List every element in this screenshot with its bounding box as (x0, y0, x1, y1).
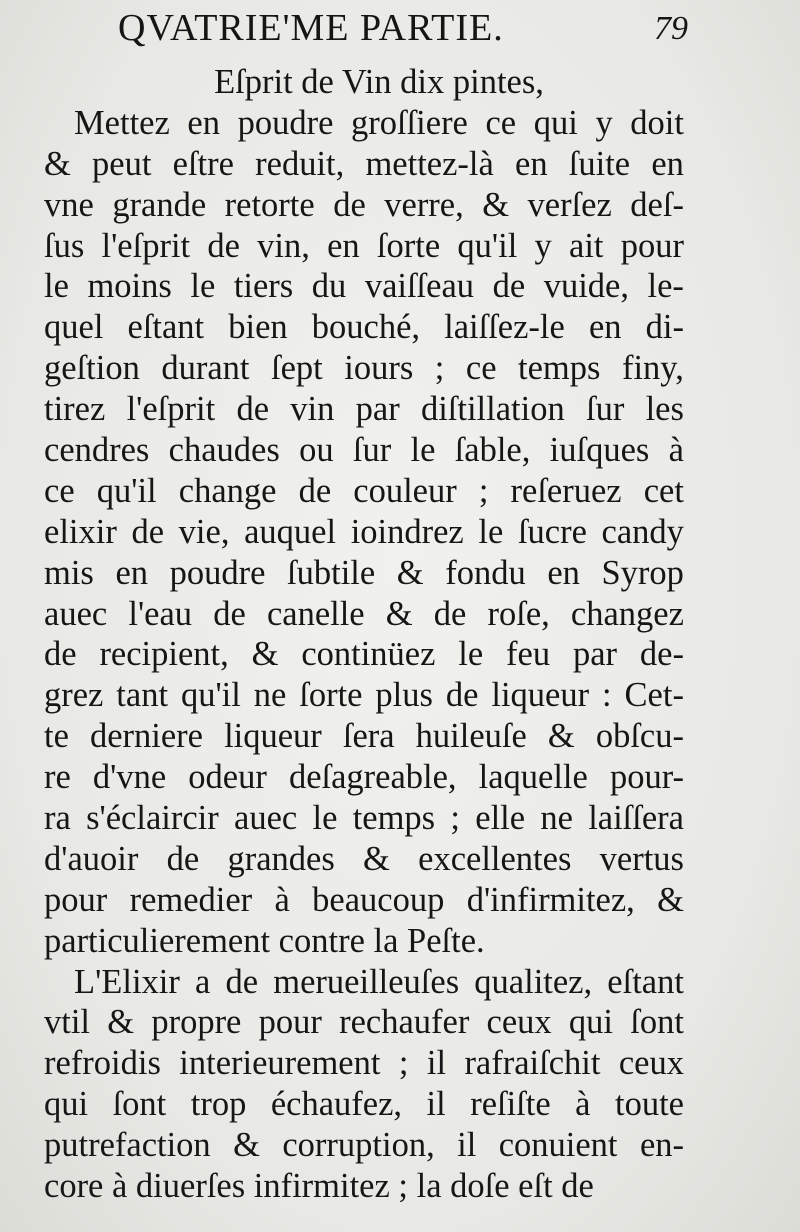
word: qu'il (180, 676, 241, 715)
word: de (166, 839, 200, 878)
word: obſcu- (595, 717, 684, 756)
word: le (410, 431, 436, 470)
text-line (44, 1084, 684, 1125)
word: mis (44, 553, 94, 592)
text-line (44, 103, 684, 144)
word: il (457, 1126, 477, 1165)
word: pour (258, 1003, 322, 1042)
word: ſept (271, 349, 323, 388)
word: y (595, 103, 613, 142)
word: ce (44, 471, 75, 510)
text-line (44, 430, 684, 471)
text-line (44, 471, 684, 512)
word: l'eſprit (126, 390, 216, 429)
word: cendres (44, 431, 150, 470)
word: à (575, 1085, 591, 1124)
text-line (44, 307, 684, 348)
word: ait (569, 226, 604, 265)
word: en (327, 226, 360, 265)
word: canelle (266, 594, 365, 633)
word: derniere (89, 717, 203, 756)
word: huileuſe (415, 717, 527, 756)
word: en- (639, 1126, 684, 1165)
word: de (44, 635, 77, 674)
text-line (44, 1002, 684, 1043)
word: le- (647, 267, 684, 306)
word: le (44, 267, 69, 306)
word: qualitez, (474, 962, 593, 1001)
word: ſubtile (287, 553, 376, 592)
word: te (44, 717, 69, 756)
word: Mettez (74, 103, 170, 142)
word: feu (506, 635, 551, 674)
word: propre (151, 1003, 242, 1042)
word: d'infirmitez, (466, 880, 635, 919)
text-line: core à diuerſes infirmitez ; la doſe eſt de (44, 1167, 594, 1206)
text-line (44, 962, 684, 1003)
word: liqueur (491, 676, 590, 715)
word: eſtre (172, 144, 234, 183)
word: re (44, 758, 71, 797)
word: reduit, (255, 144, 345, 183)
word: reſiſte (470, 1085, 551, 1124)
word: vie, (178, 512, 230, 551)
word: ſur (585, 390, 625, 429)
word: pour (44, 880, 108, 919)
word: roſe, (487, 594, 550, 633)
word: ſorte (376, 226, 441, 265)
word: conuient (498, 1126, 618, 1165)
word: s'éclaircir (86, 799, 219, 838)
word: putrefaction (44, 1126, 211, 1165)
word: ou (299, 431, 334, 470)
text-line (44, 1043, 684, 1084)
word: l'eau (128, 594, 193, 633)
word: rechaufer (339, 1003, 470, 1042)
word: de (492, 267, 526, 306)
word: ce (485, 103, 517, 142)
word: trop (190, 1085, 247, 1124)
word: fondu (445, 553, 526, 592)
word: & (107, 1003, 135, 1042)
word: doit (630, 103, 684, 142)
text-line (44, 389, 684, 430)
word: de (207, 226, 240, 265)
word: laiſſez-le (444, 308, 565, 347)
word: de (225, 962, 259, 1001)
text-line (44, 144, 684, 185)
word: l'eſprit (101, 226, 191, 265)
word: qui (44, 1085, 89, 1124)
word: liqueur (224, 717, 322, 756)
word: en (515, 144, 548, 183)
text-line (44, 634, 684, 675)
word: en (115, 553, 149, 592)
text-line (44, 1125, 684, 1166)
word: ; (478, 471, 489, 510)
word: de (131, 512, 165, 551)
word: vne (44, 185, 94, 224)
word: les (645, 390, 684, 429)
word: cet (643, 471, 684, 510)
word: candy (601, 512, 684, 551)
word: corruption, (282, 1126, 435, 1165)
word: échaufez, (270, 1085, 403, 1124)
word: de (445, 676, 479, 715)
word: change (178, 471, 277, 510)
word: quel (44, 308, 104, 347)
word: ceux (486, 1003, 552, 1042)
word: iours (344, 349, 414, 388)
word: moins (87, 267, 172, 306)
word: plus (375, 676, 433, 715)
running-title: QVATRIE'ME PARTIE. (118, 7, 504, 49)
word: L'Elixir (74, 962, 180, 1001)
word: ceux (618, 1044, 684, 1083)
word: ſur (352, 431, 392, 470)
word: vtil (44, 1003, 91, 1042)
word: ſera (342, 717, 395, 756)
word: retorte (224, 185, 315, 224)
text-line (44, 675, 684, 716)
word: di- (645, 308, 684, 347)
word: verſez (527, 185, 612, 224)
word: beaucoup (312, 880, 445, 919)
word: ſont (630, 1003, 684, 1042)
text-line (44, 839, 684, 880)
word: elixir (44, 512, 117, 551)
word: d'auoir (44, 839, 139, 878)
word: rafraiſchit (464, 1044, 601, 1083)
word: d'vne (92, 758, 167, 797)
word: eſtant (607, 962, 684, 1001)
word: ; (450, 799, 460, 838)
text-line (44, 266, 684, 307)
word: & (363, 839, 390, 878)
word: qu'il (457, 226, 518, 265)
word: remedier (129, 880, 253, 919)
word: laiſſera (588, 799, 684, 838)
word: couleur (353, 471, 457, 510)
text-line (44, 348, 684, 389)
word: le (478, 512, 504, 551)
word: ſable, (454, 431, 531, 470)
word: grandes (227, 839, 335, 878)
word: ſus (44, 226, 85, 265)
word: pour (620, 226, 684, 265)
word: en (187, 103, 220, 142)
word: de (333, 185, 366, 224)
word: peut (92, 144, 152, 183)
word: vin (290, 390, 335, 429)
word: tant (116, 676, 169, 715)
page-header (118, 6, 688, 56)
text-line (44, 716, 684, 757)
word: auec (234, 799, 298, 838)
word: durant (161, 349, 250, 388)
page-number: 79 (654, 10, 688, 47)
word: Syrop (601, 553, 684, 592)
word: refroidis (44, 1044, 161, 1083)
word: & (547, 717, 575, 756)
word: finy, (621, 349, 684, 388)
word: par (572, 635, 618, 674)
word: ne (540, 799, 573, 838)
word: toute (615, 1085, 684, 1124)
word: le (458, 635, 484, 674)
word: iuſques (549, 431, 650, 470)
word: en (547, 553, 580, 592)
word: y (534, 226, 552, 265)
word: qui (533, 103, 578, 142)
word: tirez (44, 390, 106, 429)
word: Cet- (624, 676, 684, 715)
word: de (433, 594, 467, 633)
text-line (44, 880, 684, 921)
word: changez (570, 594, 684, 633)
word: il (426, 1085, 446, 1124)
word: ra (44, 799, 71, 838)
word: qu'il (96, 471, 157, 510)
word: & (44, 144, 71, 183)
word: il (426, 1044, 447, 1083)
word: ſorte (299, 676, 363, 715)
word: en (651, 144, 684, 183)
text-line: Eſprit de Vin dix pintes, (214, 63, 544, 101)
word: elle (475, 799, 526, 838)
word: à (668, 431, 684, 470)
text-line (44, 553, 684, 594)
word: auquel (244, 512, 337, 551)
word: & (482, 185, 510, 224)
word: en (588, 308, 622, 347)
text-line (44, 512, 684, 553)
word: odeur (188, 758, 267, 797)
word: vertus (599, 839, 684, 878)
word: pour- (609, 758, 684, 797)
word: par (355, 390, 400, 429)
text-line: particulierement contre la Peſte. (44, 921, 485, 960)
word: temps (518, 349, 601, 388)
word: laquelle (478, 758, 588, 797)
word: ſont (112, 1085, 167, 1124)
word: merueilleuſes (273, 962, 460, 1001)
body-text (44, 62, 684, 1207)
word: mettez-là (365, 144, 494, 183)
word: de (298, 471, 332, 510)
word: ce (465, 349, 497, 388)
word: le (190, 267, 216, 306)
word: & (657, 880, 684, 919)
word: qui (568, 1003, 614, 1042)
text-line (44, 757, 684, 798)
word: a (195, 962, 211, 1001)
word: excellentes (418, 839, 572, 878)
word: eſtant (127, 308, 205, 347)
word: ſucre (517, 512, 587, 551)
word: temps (352, 799, 436, 838)
word: groſſiere (351, 103, 468, 142)
word: de (236, 390, 270, 429)
word: reſeruez (510, 471, 622, 510)
word: : (602, 676, 612, 715)
word: interieurement (179, 1044, 381, 1083)
word: à (274, 880, 290, 919)
word: poudre (169, 553, 266, 592)
word: bien (228, 308, 288, 347)
word: grande (112, 185, 207, 224)
word: geſtion (44, 349, 140, 388)
word: ioindrez (350, 512, 464, 551)
word: de- (639, 635, 684, 674)
text-line (44, 798, 684, 839)
word: & (233, 1126, 260, 1165)
word: continüez (301, 635, 436, 674)
word: poudre (237, 103, 334, 142)
word: bouché, (311, 308, 421, 347)
word: & (396, 553, 424, 592)
word: ſuite (568, 144, 631, 183)
word: vin, (257, 226, 310, 265)
word: ; (434, 349, 445, 388)
word: ne (253, 676, 287, 715)
text-line (44, 226, 684, 267)
word: & (385, 594, 413, 633)
word: vuide, (543, 267, 629, 306)
word: chaudes (168, 431, 280, 470)
word: du (311, 267, 347, 306)
word: le (312, 799, 338, 838)
word: ; (398, 1044, 409, 1083)
text-line (44, 185, 684, 226)
word: diſtillation (420, 390, 565, 429)
word: & (251, 635, 279, 674)
word: auec (44, 594, 108, 633)
word: deſ- (630, 185, 684, 224)
word: tiers (233, 267, 294, 306)
word: grez (44, 676, 104, 715)
word: vaiſſeau (364, 267, 475, 306)
word: de (213, 594, 246, 633)
word: recipient, (99, 635, 229, 674)
text-line (44, 594, 684, 635)
word: verre, (384, 185, 464, 224)
word: deſagreable, (288, 758, 457, 797)
